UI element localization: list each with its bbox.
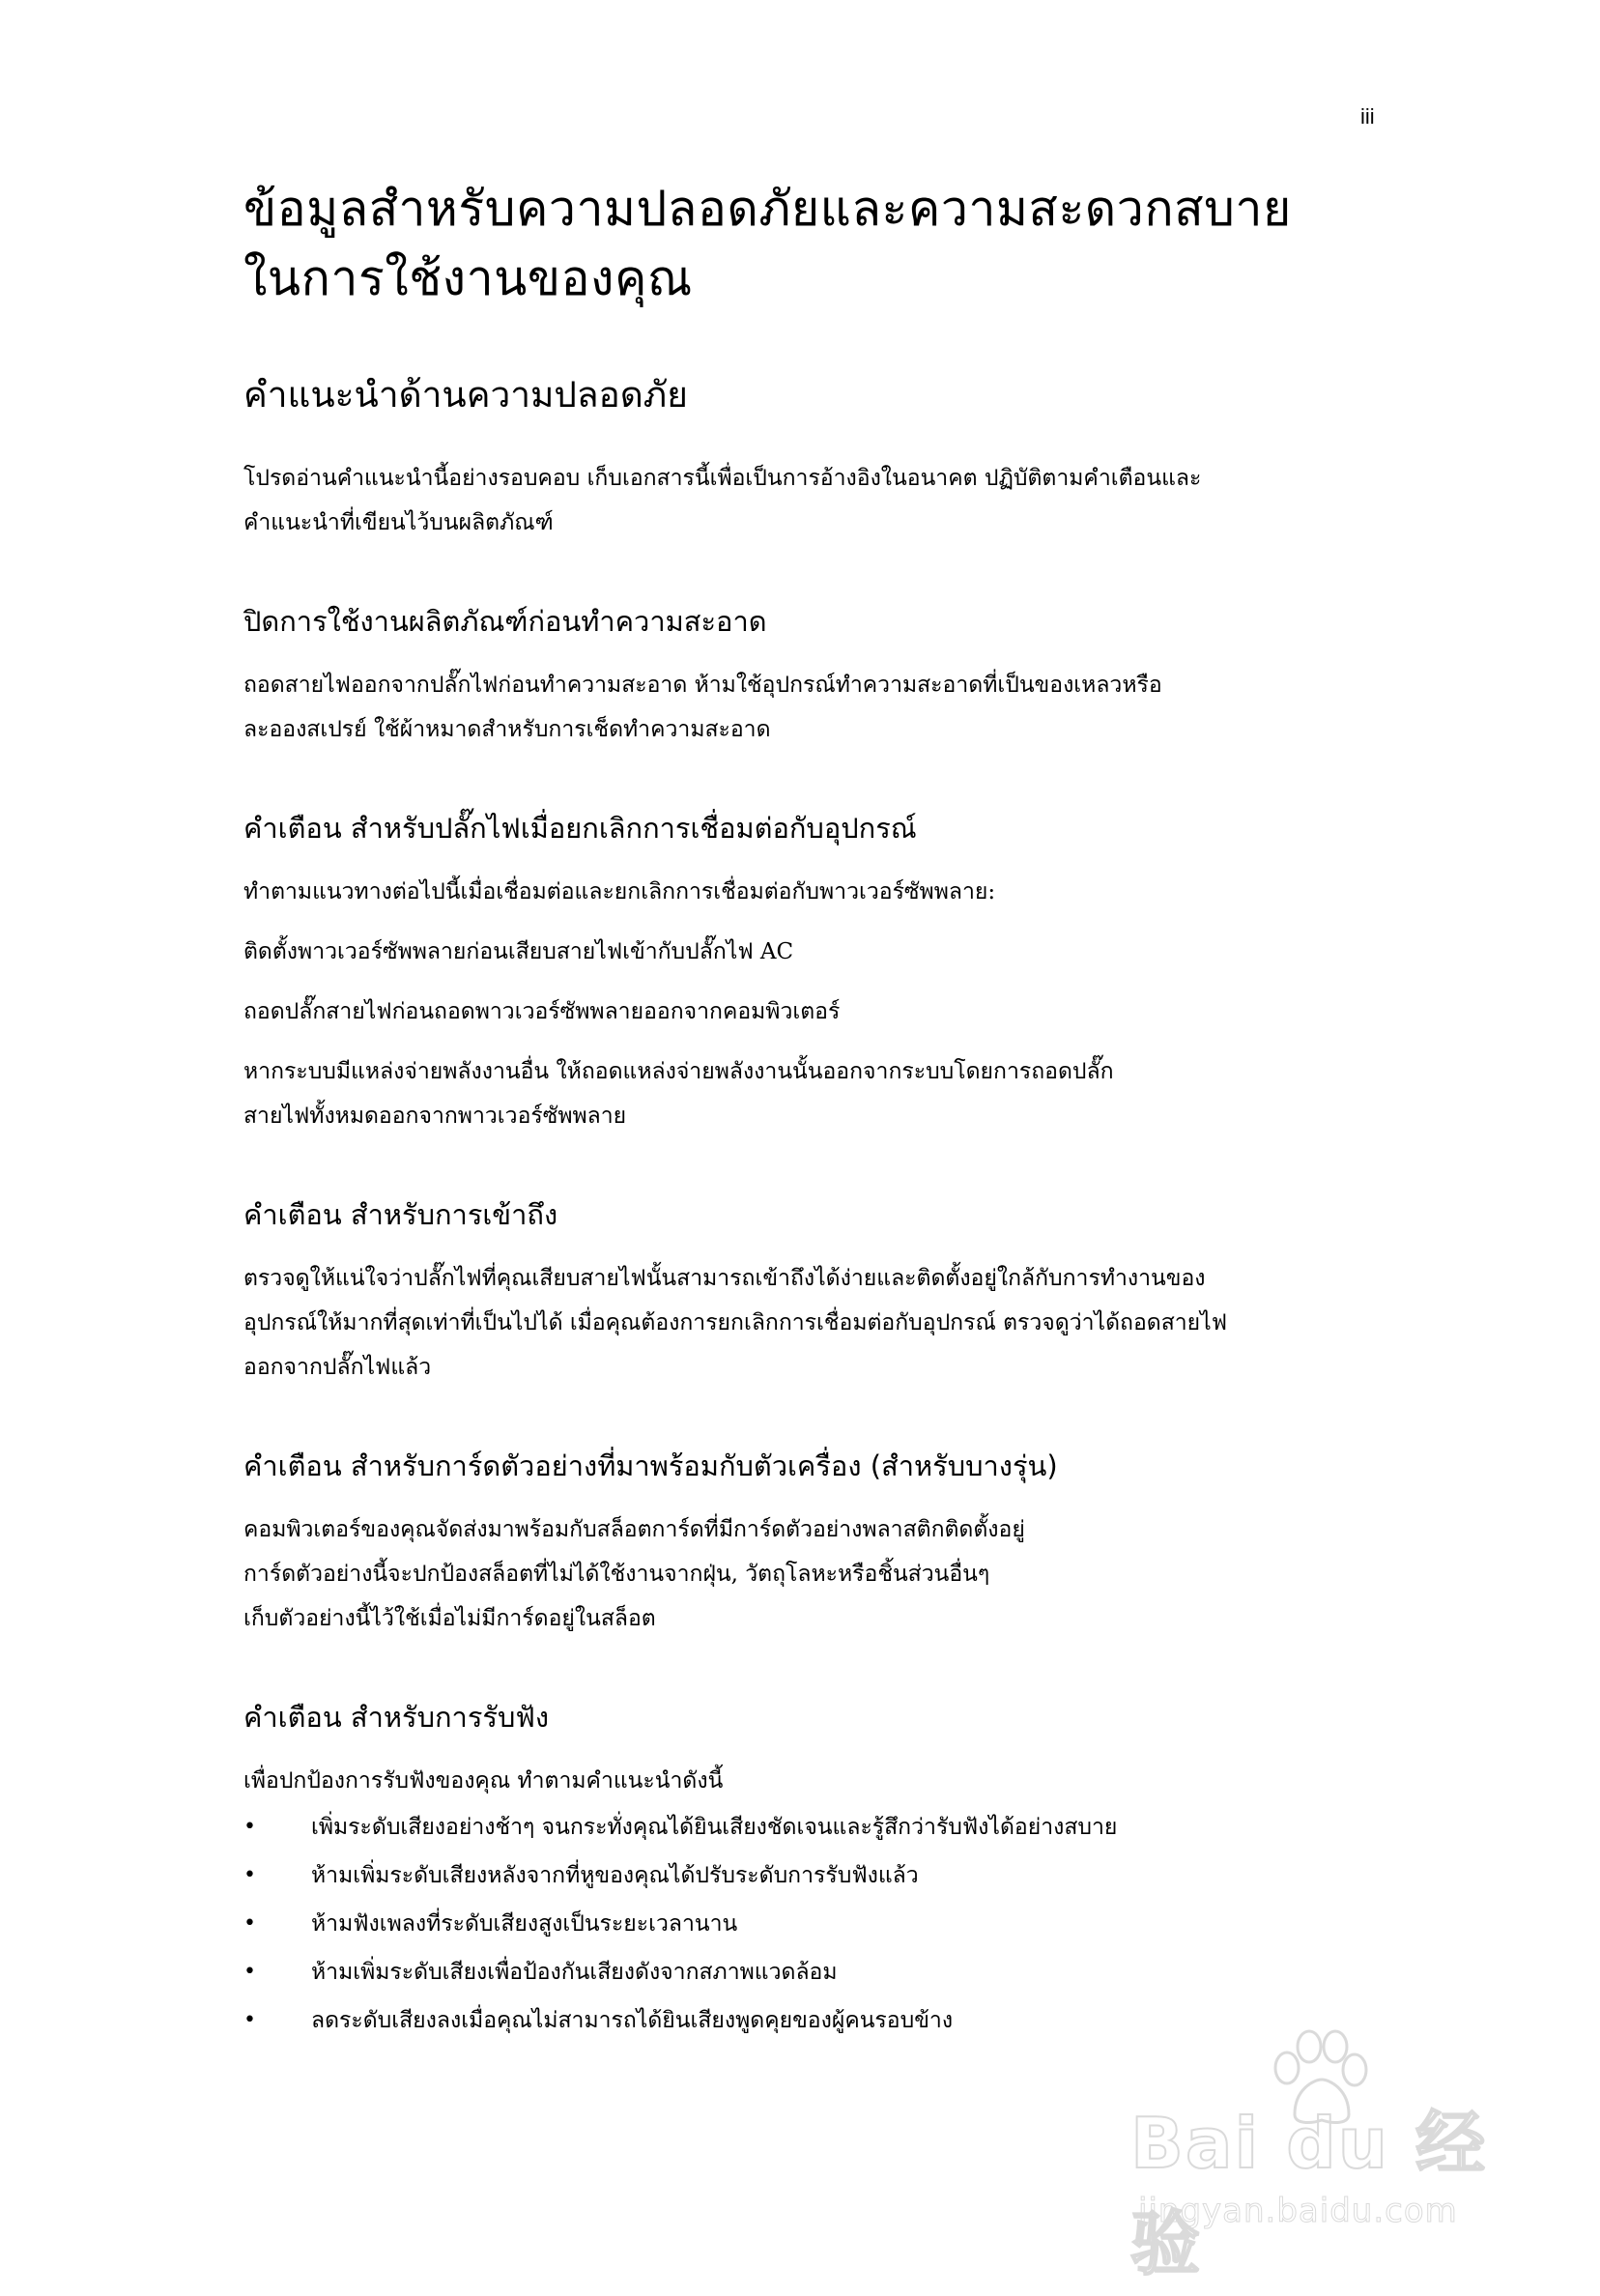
hearing-warning-section <box>243 1697 1393 2045</box>
bullet-icon: • <box>243 2008 256 2032</box>
subsection-heading: คำเตือน สำหรับการ์ดตัวอย่างที่มาพร้อมกับตัวเครื่อง (สำหรับบางรุ่น) <box>243 1449 1058 1482</box>
subsection-heading: ปิดการใช้งานผลิตภัณฑ์ก่อนทำความสะอาด <box>243 605 767 638</box>
text-line: ละอองสเปรย์ ใช้ผ้าหมาดสำหรับการเช็ดทำความสะอาด <box>243 717 771 742</box>
plug-warning-section <box>243 808 1393 1138</box>
text-line: ติดตั้งพาวเวอร์ซัพพลายก่อนเสียบสายไฟเข้ากับปลั๊กไฟ AC <box>243 939 794 964</box>
bullet-icon: • <box>243 1815 256 1839</box>
bullet-icon: • <box>243 1863 256 1887</box>
intro-paragraph <box>243 456 1393 545</box>
title-line: ข้อมูลสำหรับความปลอดภัยและความสะดวกสบาย <box>243 181 1292 237</box>
paragraph <box>243 930 1393 974</box>
list-item-text: ลดระดับเสียงลงเมื่อคุณไม่สามารถได้ยินเสียงพูดคุยของผู้คนรอบข้าง <box>311 2008 954 2033</box>
watermark <box>1121 2029 1498 2284</box>
text-line: ออกจากปลั๊กไฟแล้ว <box>243 1355 432 1380</box>
paragraph <box>243 1049 1393 1138</box>
title-line: ในการใช้งานของคุณ <box>243 250 693 306</box>
text-line: ถอดปลั๊กสายไฟก่อนถอดพาวเวอร์ซัพพลายออกจากคอมพิวเตอร์ <box>243 999 841 1024</box>
text-line: ตรวจดูให้แน่ใจว่าปลั๊กไฟที่คุณเสียบสายไฟนั้นสามารถเข้าถึงได้ง่ายและติดตั้งอยู่ใกล้กับการทำงานของ <box>243 1266 1206 1291</box>
paragraph <box>243 1507 1393 1641</box>
section-heading: คำแนะนำด้านความปลอดภัย <box>243 374 688 416</box>
paragraph <box>243 663 1393 752</box>
list-item <box>243 1948 1393 1996</box>
bullet-icon: • <box>243 1911 256 1936</box>
paragraph <box>243 870 1393 914</box>
paragraph: เพื่อปกป้องการรับฟังของคุณ ทำตามคำแนะนำดังนี้ <box>243 1768 724 1794</box>
paragraph <box>243 990 1393 1034</box>
text-line: ถอดสายไฟออกจากปลั๊กไฟก่อนทำความสะอาด ห้ามใช้อุปกรณ์ทำความสะอาดที่เป็นของเหลวหรือ <box>243 673 1162 698</box>
bullet-icon: • <box>243 1960 256 1984</box>
subsection-heading: คำเตือน สำหรับปลั๊กไฟเมื่อยกเลิกการเชื่อมต่อกับอุปกรณ์ <box>243 812 917 845</box>
cleaning-section <box>243 601 1393 752</box>
text-line: ทำตามแนวทางต่อไปนี้เมื่อเชื่อมต่อและยกเลิกการเชื่อมต่อกับพาวเวอร์ซัพพลาย: <box>243 879 996 904</box>
text-line: อุปกรณ์ให้มากที่สุดเท่าที่เป็นไปได้ เมื่อคุณต้องการยกเลิกการเชื่อมต่อกับอุปกรณ์ ตรวจดูว่าได้ถอดสายไฟ <box>243 1310 1228 1335</box>
list-item <box>243 1900 1393 1948</box>
list-item-text: ห้ามเพิ่มระดับเสียงเพื่อป้องกันเสียงดังจากสภาพแวดล้อม <box>311 1960 838 1985</box>
page-number: iii <box>1360 104 1375 129</box>
subsection-heading: คำเตือน สำหรับการเข้าถึง <box>243 1198 558 1231</box>
text-line: คำแนะนำที่เขียนไว้บนผลิตภัณฑ์ <box>243 510 554 535</box>
list-item-text: ห้ามฟังเพลงที่ระดับเสียงสูงเป็นระยะเวลานาน <box>311 1911 738 1937</box>
list-item <box>243 1803 1393 1851</box>
text-line: หากระบบมีแหล่งจ่ายพลังงานอื่น ให้ถอดแหล่งจ่ายพลังงานนั้นออกจากระบบโดยการถอดปลั๊ก <box>243 1059 1114 1084</box>
text-line: คอมพิวเตอร์ของคุณจัดส่งมาพร้อมกับสล็อตการ์ดที่มีการ์ดตัวอย่างพลาสติกติดตั้งอยู่ <box>243 1517 1025 1542</box>
watermark-url: jingyan.baidu.com <box>1138 2192 1458 2230</box>
intro-section <box>243 456 1393 545</box>
text-line: เก็บตัวอย่างนี้ไว้ใช้เมื่อไม่มีการ์ดอยู่ในสล็อต <box>243 1606 656 1631</box>
watermark-brand: Bai du 经验 <box>1130 2103 1488 2284</box>
text-line: โปรดอ่านคำแนะนำนี้อย่างรอบคอบ เก็บเอกสารนี้เพื่อเป็นการอ้างอิงในอนาคต ปฏิบัติตามคำเตือนและ <box>243 466 1202 491</box>
list-item-text: ห้ามเพิ่มระดับเสียงหลังจากที่หูของคุณได้ปรับระดับการรับฟังแล้ว <box>311 1863 919 1888</box>
subsection-heading: คำเตือน สำหรับการรับฟัง <box>243 1701 550 1734</box>
list-item <box>243 1851 1393 1900</box>
text-line: สายไฟทั้งหมดออกจากพาวเวอร์ซัพพลาย <box>243 1104 627 1129</box>
access-warning-section <box>243 1194 1393 1390</box>
document-title <box>243 174 1393 313</box>
text-line: การ์ดตัวอย่างนี้จะปกป้องสล็อตที่ไม่ได้ใช้งานจากฝุ่น, วัตถุโลหะหรือชิ้นส่วนอื่นๆ <box>243 1562 990 1587</box>
dummy-card-section <box>243 1446 1393 1641</box>
bullet-list <box>243 1803 1393 2045</box>
list-item-text: เพิ่มระดับเสียงอย่างช้าๆ จนกระทั่งคุณได้ยินเสียงชัดเจนและรู้สึกว่ารับฟังได้อย่างสบาย <box>311 1815 1118 1840</box>
paragraph <box>243 1256 1393 1390</box>
document-body <box>243 174 1393 2101</box>
